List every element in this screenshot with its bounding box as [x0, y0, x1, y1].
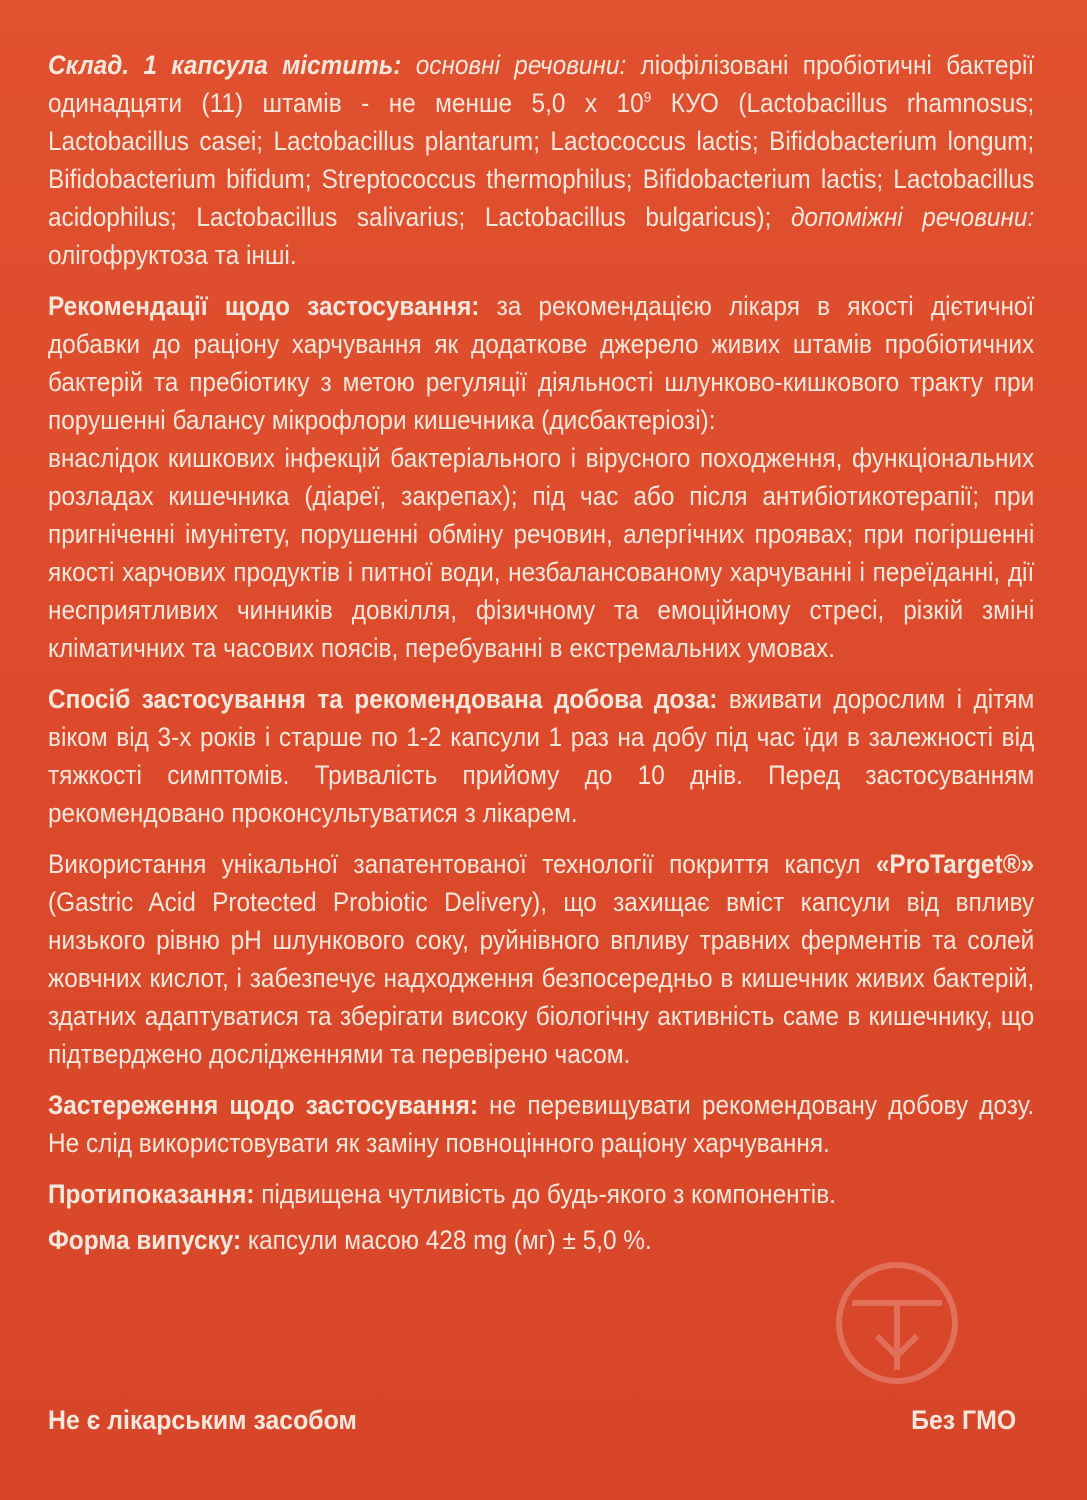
- technology-text-2: (Gastric Acid Protected Probiotic Delivery), що захищає вміст капсули від впливу низького рівню pH шлункового соку, руйнівного впливу травних ферментів та солей жовчних кислот, і забезпечує надходження безпосередньо в кишечник живих бактерій, здатних адаптуватися та зберігати високу біологічну активність саме в кишечнику, що підтверджено дослідженнями та перевірено часом.: [48, 887, 1035, 1069]
- watermark-icon: [832, 1258, 962, 1388]
- main-substances-text-2: КУО (Lactobacillus rhamnosus; Lactobacillus casei; Lactobacillus plantarum; Lactococcus lactis; Bifidobacterium longum; Bifidobacterium bifidum; Streptococcus thermophilus; Bifidobacterium lactis; Lactobacillus acidophilus; Lactobacillus salivarius; Lactobacillus bulgaricus);: [48, 88, 1035, 232]
- aux-substances-label: допоміжні речовини:: [790, 202, 1035, 232]
- footer-row: [48, 1405, 1016, 1436]
- exponent: 9: [643, 89, 652, 107]
- release-form-text: капсули масою 428 mg (мг) ± 5,0 %.: [247, 1225, 652, 1255]
- warnings-label: Застереження щодо застосування:: [48, 1090, 478, 1120]
- main-substances-text-1: ліофілізовані пробіотичні бактерії одинадцяти (11) штамів - не менше 5,0 x 10: [48, 50, 1035, 118]
- recommendations-label: Рекомендації щодо застосування:: [48, 291, 480, 321]
- not-medicine-note: Не є лікарським засобом: [48, 1405, 357, 1435]
- contraindications-text: підвищена чутливість до будь-якого з компонентів.: [261, 1179, 836, 1209]
- release-form-paragraph: [48, 1221, 1034, 1259]
- recommendations-paragraph: [48, 287, 1034, 439]
- no-gmo-note: Без ГМО: [910, 1405, 1016, 1435]
- contraindications-paragraph: [48, 1175, 1034, 1213]
- composition-paragraph: [48, 46, 1034, 274]
- technology-text-1: Використання унікальної запатентованої технології покриття капсул: [48, 849, 861, 879]
- main-substances-label: основні речовини:: [415, 50, 627, 80]
- composition-label: Склад. 1 капсула містить:: [48, 50, 402, 80]
- protarget-brand: «ProTarget®»: [875, 849, 1035, 879]
- recommendations-text-2: внаслідок кишкових інфекцій бактеріального і вірусного походження, функціональних розладах кишечника (діареї, закрепах); під час або після антибіотикотерапії; при пригніченні імунітету, порушенні обміну речовин, алергічних проявах; при погіршенні якості харчових продуктів і питної води, незбалансованому харчуванні і переїданні, дії несприятливих чинників довкілля, фізичному та емоційному стресі, різкій зміні кліматичних та часових поясів, перебуванні в екстремальних умовах.: [48, 443, 1035, 663]
- warnings-paragraph: [48, 1086, 1034, 1162]
- technology-paragraph: [48, 845, 1034, 1073]
- recommendations-text: за рекомендацією лікаря в якості дієтичної добавки до раціону харчування як додаткове джерело живих штамів пробіотичних бактерій та пребіотику з метою регуляції діяльності шлунково-кишкового тракту при порушенні балансу мікрофлори кишечника (дисбактеріозі):: [48, 291, 1035, 435]
- recommendations-paragraph-2: [48, 439, 1034, 667]
- contraindications-label: Протипоказання:: [48, 1179, 255, 1209]
- release-form-label: Форма випуску:: [48, 1225, 242, 1255]
- aux-substances-text: олігофруктоза та інші.: [48, 240, 297, 270]
- dosage-paragraph: [48, 680, 1034, 832]
- warnings-text: не перевищувати рекомендовану добову дозу. Не слід використовувати як заміну повноцінного раціону харчування.: [48, 1090, 1035, 1158]
- dosage-text: вживати дорослим і дітям віком від 3-х років і старше по 1-2 капсули 1 раз на добу під час їди в залежності від тяжкості симптомів. Тривалість прийому до 10 днів. Перед застосуванням рекомендовано проконсультуватися з лікарем.: [48, 684, 1035, 828]
- dosage-label: Спосіб застосування та рекомендована добова доза:: [48, 684, 718, 714]
- label-text-block: [48, 46, 1034, 1267]
